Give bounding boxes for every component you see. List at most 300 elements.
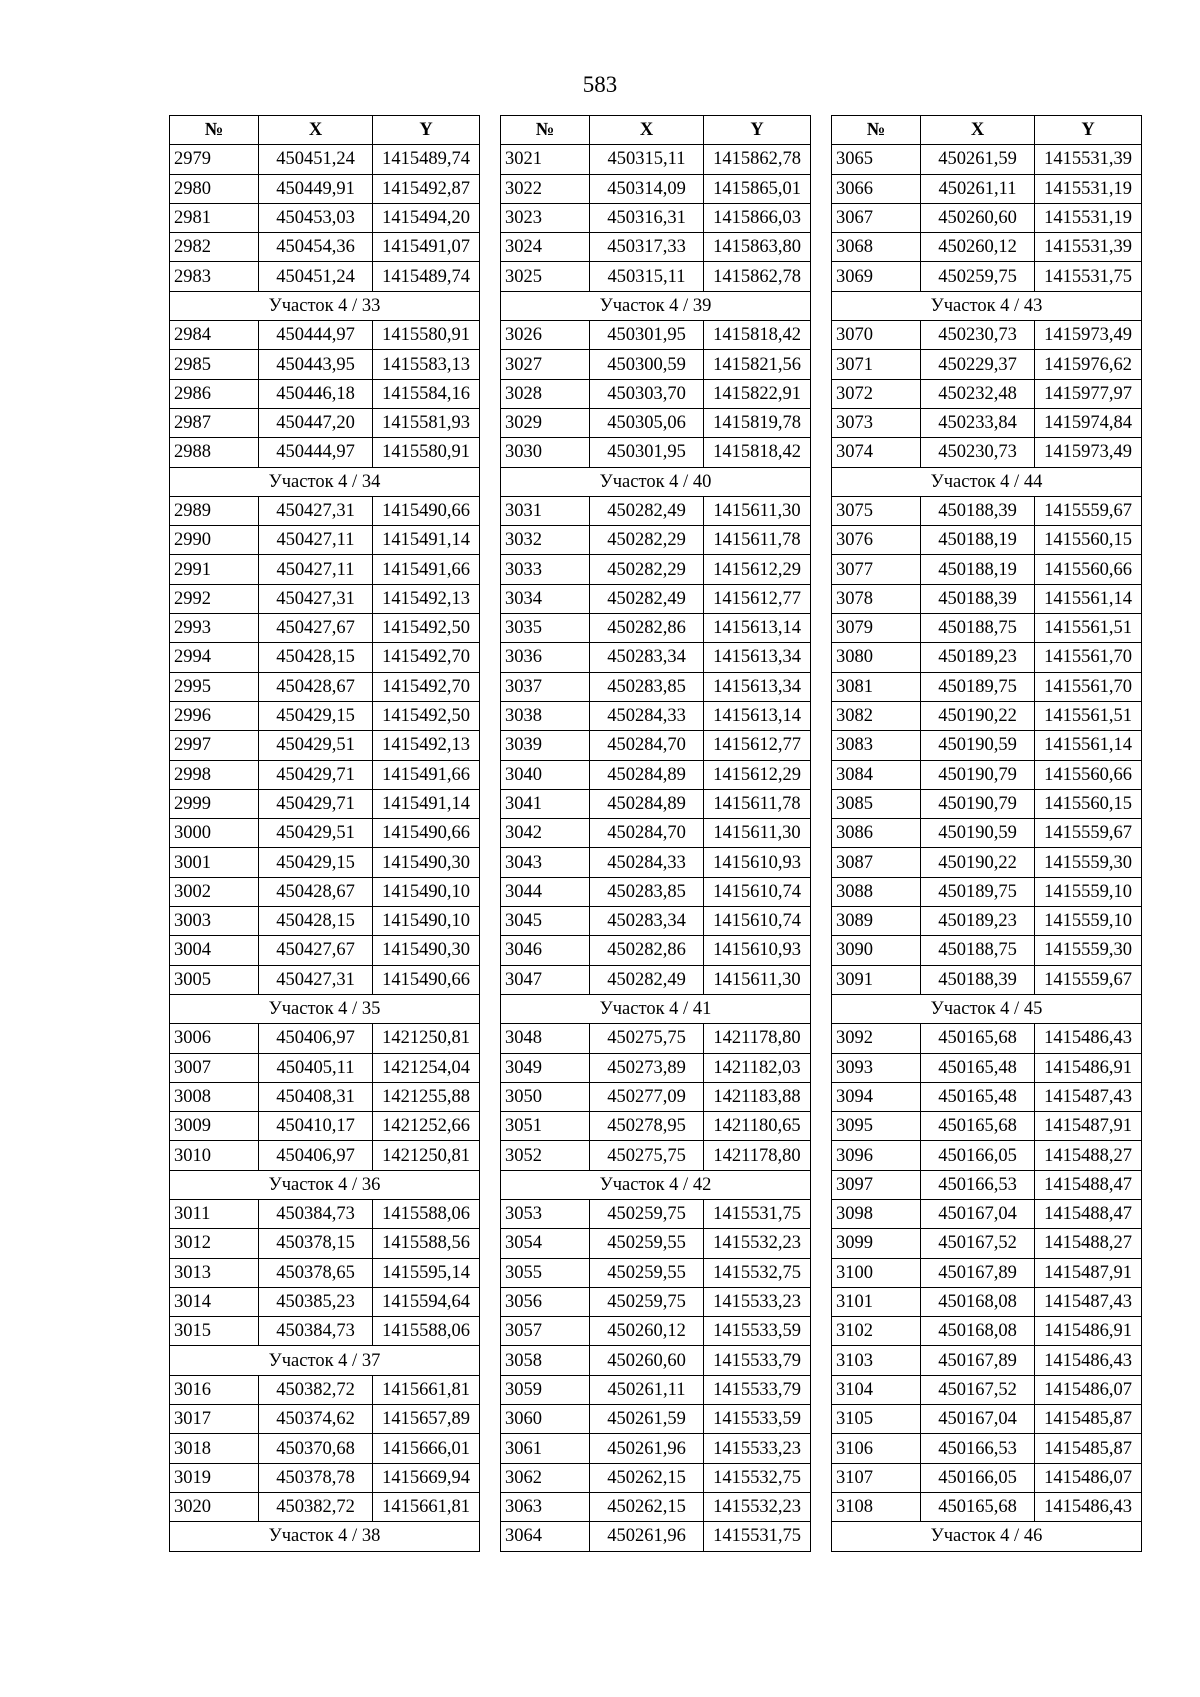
section-label: Участок 4 / 35 — [170, 994, 480, 1023]
y-coordinate: 1415862,78 — [704, 262, 811, 291]
x-coordinate: 450410,17 — [259, 1112, 373, 1141]
x-coordinate: 450165,68 — [921, 1492, 1035, 1521]
x-coordinate: 450188,19 — [921, 555, 1035, 584]
x-coordinate: 450300,59 — [590, 350, 704, 379]
x-coordinate: 450428,15 — [259, 643, 373, 672]
point-number: 3016 — [170, 1375, 259, 1404]
point-number: 3012 — [170, 1229, 259, 1258]
table-row — [832, 438, 1142, 467]
x-coordinate: 450385,23 — [259, 1287, 373, 1316]
y-coordinate: 1415661,81 — [373, 1375, 480, 1404]
point-number: 3087 — [832, 848, 921, 877]
header-num: № — [832, 116, 921, 145]
x-coordinate: 450190,22 — [921, 701, 1035, 730]
x-coordinate: 450315,11 — [590, 262, 704, 291]
y-coordinate: 1415611,30 — [704, 819, 811, 848]
table-row — [170, 408, 480, 437]
x-coordinate: 450408,31 — [259, 1082, 373, 1111]
point-number: 3052 — [501, 1141, 590, 1170]
y-coordinate: 1415559,10 — [1035, 907, 1142, 936]
y-coordinate: 1415610,93 — [704, 936, 811, 965]
coordinates-table-3 — [831, 115, 1142, 1552]
y-coordinate: 1415486,91 — [1035, 1317, 1142, 1346]
table-row — [170, 789, 480, 818]
section-row — [170, 994, 480, 1023]
point-number: 3017 — [170, 1405, 259, 1434]
x-coordinate: 450165,48 — [921, 1053, 1035, 1082]
y-coordinate: 1415487,91 — [1035, 1258, 1142, 1287]
section-row — [501, 291, 811, 320]
table-row — [501, 203, 811, 232]
table-row — [170, 438, 480, 467]
table-row — [501, 614, 811, 643]
y-coordinate: 1415492,70 — [373, 672, 480, 701]
y-coordinate: 1415613,14 — [704, 614, 811, 643]
point-number: 3092 — [832, 1024, 921, 1053]
y-coordinate: 1415491,14 — [373, 789, 480, 818]
point-number: 3025 — [501, 262, 590, 291]
x-coordinate: 450282,49 — [590, 496, 704, 525]
y-coordinate: 1415822,91 — [704, 379, 811, 408]
x-coordinate: 450283,85 — [590, 672, 704, 701]
table-row — [832, 1053, 1142, 1082]
y-coordinate: 1421182,03 — [704, 1053, 811, 1082]
x-coordinate: 450168,08 — [921, 1287, 1035, 1316]
section-row — [501, 467, 811, 496]
table-row — [501, 731, 811, 760]
table-row — [501, 1463, 811, 1492]
x-coordinate: 450382,72 — [259, 1492, 373, 1521]
point-number: 3033 — [501, 555, 590, 584]
point-number: 2989 — [170, 496, 259, 525]
y-coordinate: 1415531,19 — [1035, 203, 1142, 232]
section-row — [170, 1346, 480, 1375]
y-coordinate: 1415821,56 — [704, 350, 811, 379]
point-number: 3044 — [501, 877, 590, 906]
section-row — [832, 291, 1142, 320]
x-coordinate: 450316,31 — [590, 203, 704, 232]
y-coordinate: 1415819,78 — [704, 408, 811, 437]
point-number: 3024 — [501, 233, 590, 262]
y-coordinate: 1415531,75 — [704, 1199, 811, 1228]
point-number: 3105 — [832, 1405, 921, 1434]
x-coordinate: 450188,75 — [921, 936, 1035, 965]
x-coordinate: 450314,09 — [590, 174, 704, 203]
section-row — [832, 1522, 1142, 1551]
point-number: 3042 — [501, 819, 590, 848]
x-coordinate: 450378,78 — [259, 1463, 373, 1492]
table-header-row — [501, 116, 811, 145]
y-coordinate: 1415490,30 — [373, 936, 480, 965]
point-number: 3040 — [501, 760, 590, 789]
x-coordinate: 450429,71 — [259, 789, 373, 818]
point-number: 2996 — [170, 701, 259, 730]
y-coordinate: 1415488,47 — [1035, 1170, 1142, 1199]
y-coordinate: 1415666,01 — [373, 1434, 480, 1463]
x-coordinate: 450229,37 — [921, 350, 1035, 379]
point-number: 3096 — [832, 1141, 921, 1170]
y-coordinate: 1415491,07 — [373, 233, 480, 262]
x-coordinate: 450446,18 — [259, 379, 373, 408]
y-coordinate: 1415973,49 — [1035, 438, 1142, 467]
x-coordinate: 450427,67 — [259, 614, 373, 643]
table-row — [170, 848, 480, 877]
point-number: 3060 — [501, 1405, 590, 1434]
x-coordinate: 450259,55 — [590, 1229, 704, 1258]
y-coordinate: 1415490,66 — [373, 496, 480, 525]
table-row — [832, 262, 1142, 291]
table-row — [170, 584, 480, 613]
x-coordinate: 450262,15 — [590, 1463, 704, 1492]
table-row — [170, 731, 480, 760]
point-number: 3036 — [501, 643, 590, 672]
header-y: Y — [373, 116, 480, 145]
y-coordinate: 1415866,03 — [704, 203, 811, 232]
point-number: 3061 — [501, 1434, 590, 1463]
x-coordinate: 450282,49 — [590, 965, 704, 994]
point-number: 3062 — [501, 1463, 590, 1492]
table-row — [170, 1492, 480, 1521]
x-coordinate: 450427,11 — [259, 526, 373, 555]
table-row — [832, 965, 1142, 994]
section-row — [170, 291, 480, 320]
point-number: 3050 — [501, 1082, 590, 1111]
y-coordinate: 1415485,87 — [1035, 1434, 1142, 1463]
table-row — [832, 1463, 1142, 1492]
y-coordinate: 1415490,10 — [373, 877, 480, 906]
x-coordinate: 450188,39 — [921, 584, 1035, 613]
x-coordinate: 450429,15 — [259, 701, 373, 730]
point-number: 3046 — [501, 936, 590, 965]
table-row — [832, 379, 1142, 408]
section-row — [170, 1522, 480, 1551]
y-coordinate: 1415661,81 — [373, 1492, 480, 1521]
y-coordinate: 1415486,43 — [1035, 1492, 1142, 1521]
y-coordinate: 1415490,66 — [373, 819, 480, 848]
header-x: X — [921, 116, 1035, 145]
section-label: Участок 4 / 34 — [170, 467, 480, 496]
y-coordinate: 1415612,77 — [704, 731, 811, 760]
point-number: 3090 — [832, 936, 921, 965]
point-number: 2985 — [170, 350, 259, 379]
section-label: Участок 4 / 45 — [832, 994, 1142, 1023]
section-row — [501, 994, 811, 1023]
y-coordinate: 1415611,30 — [704, 496, 811, 525]
x-coordinate: 450166,05 — [921, 1463, 1035, 1492]
table-row — [832, 1434, 1142, 1463]
table-row — [501, 877, 811, 906]
point-number: 3009 — [170, 1112, 259, 1141]
point-number: 3076 — [832, 526, 921, 555]
table-row — [832, 1317, 1142, 1346]
table-row — [501, 1375, 811, 1404]
table-row — [170, 1024, 480, 1053]
x-coordinate: 450260,12 — [921, 233, 1035, 262]
point-number: 3103 — [832, 1346, 921, 1375]
table-row — [170, 965, 480, 994]
x-coordinate: 450427,31 — [259, 496, 373, 525]
point-number: 2980 — [170, 174, 259, 203]
section-row — [832, 994, 1142, 1023]
table-row — [170, 701, 480, 730]
x-coordinate: 450453,03 — [259, 203, 373, 232]
table-row — [170, 1229, 480, 1258]
table-row — [501, 936, 811, 965]
x-coordinate: 450166,53 — [921, 1170, 1035, 1199]
point-number: 3022 — [501, 174, 590, 203]
table-row — [501, 262, 811, 291]
point-number: 3011 — [170, 1199, 259, 1228]
point-number: 3053 — [501, 1199, 590, 1228]
x-coordinate: 450282,29 — [590, 526, 704, 555]
x-coordinate: 450167,89 — [921, 1258, 1035, 1287]
point-number: 3048 — [501, 1024, 590, 1053]
x-coordinate: 450378,15 — [259, 1229, 373, 1258]
y-coordinate: 1415532,23 — [704, 1229, 811, 1258]
x-coordinate: 450444,97 — [259, 438, 373, 467]
y-coordinate: 1415492,13 — [373, 584, 480, 613]
point-number: 2993 — [170, 614, 259, 643]
x-coordinate: 450284,89 — [590, 789, 704, 818]
point-number: 3099 — [832, 1229, 921, 1258]
table-row — [501, 1522, 811, 1551]
point-number: 3028 — [501, 379, 590, 408]
y-coordinate: 1415531,75 — [704, 1522, 811, 1551]
x-coordinate: 450451,24 — [259, 262, 373, 291]
header-x: X — [259, 116, 373, 145]
point-number: 3101 — [832, 1287, 921, 1316]
table-row — [501, 701, 811, 730]
point-number: 3043 — [501, 848, 590, 877]
table-row — [170, 1053, 480, 1082]
y-coordinate: 1415532,75 — [704, 1258, 811, 1287]
y-coordinate: 1421250,81 — [373, 1141, 480, 1170]
table-row — [832, 907, 1142, 936]
x-coordinate: 450165,68 — [921, 1112, 1035, 1141]
point-number: 3089 — [832, 907, 921, 936]
point-number: 3005 — [170, 965, 259, 994]
point-number: 3049 — [501, 1053, 590, 1082]
y-coordinate: 1415532,23 — [704, 1492, 811, 1521]
table-row — [170, 1287, 480, 1316]
point-number: 3004 — [170, 936, 259, 965]
x-coordinate: 450429,51 — [259, 819, 373, 848]
table-row — [170, 936, 480, 965]
x-coordinate: 450444,97 — [259, 321, 373, 350]
y-coordinate: 1415610,74 — [704, 907, 811, 936]
table-row — [501, 672, 811, 701]
table-row — [832, 496, 1142, 525]
x-coordinate: 450259,75 — [921, 262, 1035, 291]
y-coordinate: 1415492,13 — [373, 731, 480, 760]
table-row — [832, 1346, 1142, 1375]
point-number: 3002 — [170, 877, 259, 906]
point-number: 3034 — [501, 584, 590, 613]
table-header-row — [832, 116, 1142, 145]
x-coordinate: 450189,75 — [921, 672, 1035, 701]
point-number: 3037 — [501, 672, 590, 701]
table-row — [501, 145, 811, 174]
x-coordinate: 450190,79 — [921, 760, 1035, 789]
table-row — [170, 643, 480, 672]
x-coordinate: 450278,95 — [590, 1112, 704, 1141]
point-number: 3003 — [170, 907, 259, 936]
table-row — [832, 555, 1142, 584]
point-number: 3039 — [501, 731, 590, 760]
x-coordinate: 450429,15 — [259, 848, 373, 877]
x-coordinate: 450370,68 — [259, 1434, 373, 1463]
y-coordinate: 1415584,16 — [373, 379, 480, 408]
x-coordinate: 450259,55 — [590, 1258, 704, 1287]
x-coordinate: 450305,06 — [590, 408, 704, 437]
section-label: Участок 4 / 46 — [832, 1522, 1142, 1551]
point-number: 2981 — [170, 203, 259, 232]
section-label: Участок 4 / 44 — [832, 467, 1142, 496]
point-number: 3020 — [170, 1492, 259, 1521]
table-row — [832, 321, 1142, 350]
point-number: 3097 — [832, 1170, 921, 1199]
point-number: 3073 — [832, 408, 921, 437]
point-number: 2994 — [170, 643, 259, 672]
y-coordinate: 1415488,47 — [1035, 1199, 1142, 1228]
point-number: 2986 — [170, 379, 259, 408]
y-coordinate: 1415487,91 — [1035, 1112, 1142, 1141]
table-row — [832, 1112, 1142, 1141]
header-x: X — [590, 116, 704, 145]
point-number: 3001 — [170, 848, 259, 877]
x-coordinate: 450405,11 — [259, 1053, 373, 1082]
x-coordinate: 450284,33 — [590, 848, 704, 877]
x-coordinate: 450188,39 — [921, 496, 1035, 525]
table-row — [501, 1287, 811, 1316]
table-row — [832, 643, 1142, 672]
y-coordinate: 1415583,13 — [373, 350, 480, 379]
y-coordinate: 1415531,39 — [1035, 233, 1142, 262]
x-coordinate: 450259,75 — [590, 1287, 704, 1316]
table-row — [832, 1287, 1142, 1316]
point-number: 3064 — [501, 1522, 590, 1551]
y-coordinate: 1415594,64 — [373, 1287, 480, 1316]
point-number: 3108 — [832, 1492, 921, 1521]
point-number: 3018 — [170, 1434, 259, 1463]
x-coordinate: 450427,31 — [259, 584, 373, 613]
table-row — [170, 1082, 480, 1111]
y-coordinate: 1415588,06 — [373, 1317, 480, 1346]
x-coordinate: 450275,75 — [590, 1141, 704, 1170]
point-number: 3032 — [501, 526, 590, 555]
table-row — [832, 731, 1142, 760]
y-coordinate: 1415580,91 — [373, 321, 480, 350]
table-row — [832, 760, 1142, 789]
x-coordinate: 450282,86 — [590, 936, 704, 965]
x-coordinate: 450261,59 — [921, 145, 1035, 174]
x-coordinate: 450189,23 — [921, 907, 1035, 936]
x-coordinate: 450284,70 — [590, 819, 704, 848]
table-row — [501, 1229, 811, 1258]
y-coordinate: 1415492,70 — [373, 643, 480, 672]
y-coordinate: 1415612,29 — [704, 555, 811, 584]
x-coordinate: 450315,11 — [590, 145, 704, 174]
x-coordinate: 450261,11 — [590, 1375, 704, 1404]
header-num: № — [501, 116, 590, 145]
table-row — [501, 584, 811, 613]
table-row — [170, 877, 480, 906]
point-number: 3075 — [832, 496, 921, 525]
y-coordinate: 1421180,65 — [704, 1112, 811, 1141]
y-coordinate: 1415559,10 — [1035, 877, 1142, 906]
x-coordinate: 450166,05 — [921, 1141, 1035, 1170]
table-row — [170, 145, 480, 174]
table-row — [501, 1258, 811, 1287]
table-row — [832, 1258, 1142, 1287]
x-coordinate: 450284,33 — [590, 701, 704, 730]
point-number: 2988 — [170, 438, 259, 467]
x-coordinate: 450167,89 — [921, 1346, 1035, 1375]
y-coordinate: 1415531,39 — [1035, 145, 1142, 174]
table-row — [170, 1141, 480, 1170]
x-coordinate: 450282,86 — [590, 614, 704, 643]
y-coordinate: 1415486,07 — [1035, 1375, 1142, 1404]
y-coordinate: 1415588,56 — [373, 1229, 480, 1258]
y-coordinate: 1415611,30 — [704, 965, 811, 994]
x-coordinate: 450384,73 — [259, 1199, 373, 1228]
table-row — [832, 614, 1142, 643]
table-row — [170, 555, 480, 584]
table-row — [501, 379, 811, 408]
table-row — [501, 907, 811, 936]
x-coordinate: 450283,85 — [590, 877, 704, 906]
x-coordinate: 450273,89 — [590, 1053, 704, 1082]
x-coordinate: 450190,59 — [921, 819, 1035, 848]
y-coordinate: 1415581,93 — [373, 408, 480, 437]
table-row — [501, 848, 811, 877]
point-number: 3107 — [832, 1463, 921, 1492]
table-row — [170, 614, 480, 643]
x-coordinate: 450378,65 — [259, 1258, 373, 1287]
y-coordinate: 1415862,78 — [704, 145, 811, 174]
table-row — [832, 701, 1142, 730]
x-coordinate: 450261,59 — [590, 1405, 704, 1434]
y-coordinate: 1415612,29 — [704, 760, 811, 789]
x-coordinate: 450230,73 — [921, 321, 1035, 350]
point-number: 3010 — [170, 1141, 259, 1170]
y-coordinate: 1421183,88 — [704, 1082, 811, 1111]
y-coordinate: 1415533,23 — [704, 1287, 811, 1316]
x-coordinate: 450283,34 — [590, 643, 704, 672]
point-number: 3066 — [832, 174, 921, 203]
point-number: 3047 — [501, 965, 590, 994]
table-row — [501, 643, 811, 672]
x-coordinate: 450166,53 — [921, 1434, 1035, 1463]
table-row — [170, 174, 480, 203]
table-row — [501, 965, 811, 994]
table-row — [832, 848, 1142, 877]
table-header-row — [170, 116, 480, 145]
y-coordinate: 1415486,91 — [1035, 1053, 1142, 1082]
x-coordinate: 450167,04 — [921, 1199, 1035, 1228]
y-coordinate: 1415490,30 — [373, 848, 480, 877]
table-row — [501, 1199, 811, 1228]
table-row — [832, 1405, 1142, 1434]
point-number: 3041 — [501, 789, 590, 818]
header-y: Y — [704, 116, 811, 145]
point-number: 3095 — [832, 1112, 921, 1141]
y-coordinate: 1415669,94 — [373, 1463, 480, 1492]
table-row — [832, 233, 1142, 262]
point-number: 3021 — [501, 145, 590, 174]
x-coordinate: 450384,73 — [259, 1317, 373, 1346]
point-number: 2999 — [170, 789, 259, 818]
